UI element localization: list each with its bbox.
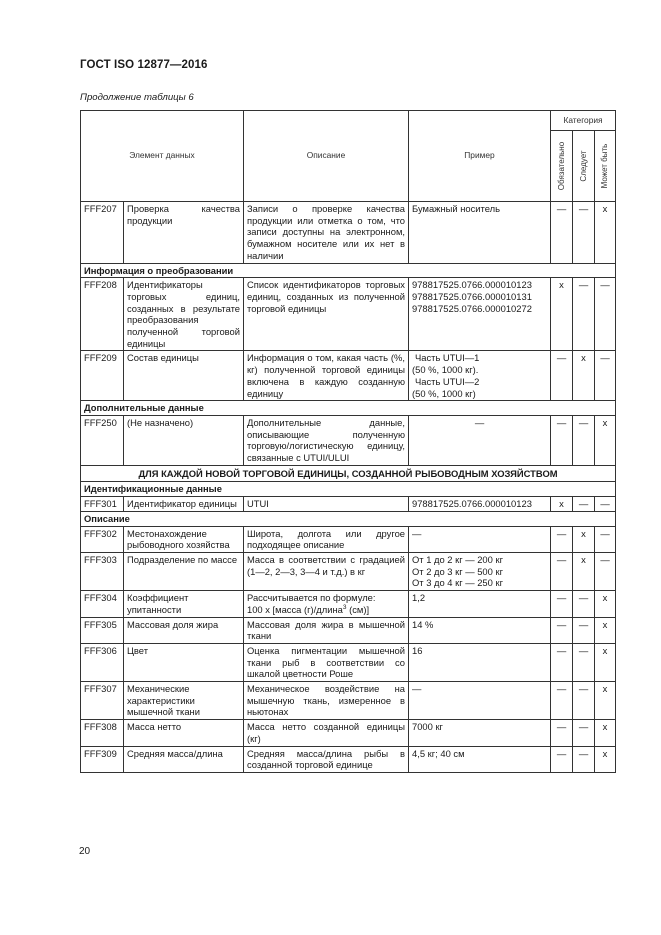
- row-example: Бумажный носитель: [409, 202, 551, 264]
- group-title: ДЛЯ КАЖДОЙ НОВОЙ ТОРГОВОЙ ЕДИНИЦЫ, СОЗДАННОЙ РЫБОВОДНЫМ ХОЗЯЙСТВОМ: [81, 465, 616, 482]
- row-name: Местонахождение рыбоводного хозяйства: [124, 526, 244, 552]
- row-description: [244, 591, 409, 617]
- col-header-element: Элемент данных: [81, 111, 244, 202]
- col-header-mandatory: Обязательно: [551, 131, 573, 202]
- row-example: [409, 278, 551, 351]
- row-example: —: [409, 415, 551, 465]
- col-header-should: Следует: [573, 131, 595, 202]
- row-example: 4,5 кг; 40 см: [409, 746, 551, 772]
- row-example: 7000 кг: [409, 720, 551, 746]
- table-row: [81, 746, 616, 772]
- row-example: 1,2: [409, 591, 551, 617]
- row-code: FFF308: [81, 720, 124, 746]
- table-row: [81, 526, 616, 552]
- row-name: Идентификаторы торговых единиц, созданных в результате преобразования полученной торговой единицы: [124, 278, 244, 351]
- example-line: (50 %, 1000 кг): [412, 387, 476, 399]
- row-code: FFF301: [81, 497, 124, 512]
- row-description: Масса в соответствии с градацией (1—2, 2—3, 3—4 и т.д.) в кг: [244, 552, 409, 590]
- row-name: Механические характеристики мышечной ткани: [124, 682, 244, 720]
- row-should: —: [573, 591, 595, 617]
- row-name: Подразделение по массе: [124, 552, 244, 590]
- row-mandatory: —: [551, 682, 573, 720]
- row-code: FFF209: [81, 351, 124, 401]
- row-may: x: [595, 617, 616, 643]
- row-example: —: [409, 526, 551, 552]
- row-description: Дополнительные данные, описывающие полученную торговую/логистическую единицу, связанные с UTUI/ULUI: [244, 415, 409, 465]
- row-name: Проверка качества продукции: [124, 202, 244, 264]
- row-mandatory: —: [551, 746, 573, 772]
- example-line: От 3 до 4 кг — 250 кг: [412, 577, 503, 589]
- row-name: Массовая доля жира: [124, 617, 244, 643]
- row-name: Средняя масса/длина: [124, 746, 244, 772]
- row-name: Коэффициент упитанности: [124, 591, 244, 617]
- row-description: Масса нетто созданной единицы (кг): [244, 720, 409, 746]
- section-title: Идентификационные данные: [81, 482, 616, 497]
- document-header: ГОСТ ISO 12877—2016: [80, 59, 208, 71]
- table-row: [81, 643, 616, 681]
- row-may: x: [595, 202, 616, 264]
- row-example: 16: [409, 643, 551, 681]
- data-elements-table: [80, 110, 616, 773]
- row-description: Широта, долгота или другое подходящее описание: [244, 526, 409, 552]
- row-name: Состав единицы: [124, 351, 244, 401]
- row-name: Масса нетто: [124, 720, 244, 746]
- row-may: x: [595, 720, 616, 746]
- section-row: [81, 482, 616, 497]
- col-header-category: Категория: [551, 111, 616, 131]
- row-code: FFF305: [81, 617, 124, 643]
- row-code: FFF309: [81, 746, 124, 772]
- row-code: FFF304: [81, 591, 124, 617]
- row-should: —: [573, 497, 595, 512]
- row-should: x: [573, 552, 595, 590]
- row-should: x: [573, 351, 595, 401]
- row-mandatory: —: [551, 552, 573, 590]
- row-may: —: [595, 278, 616, 351]
- table-row: [81, 682, 616, 720]
- section-row: [81, 263, 616, 278]
- row-code: FFF208: [81, 278, 124, 351]
- row-may: x: [595, 415, 616, 465]
- table-row: [81, 351, 616, 401]
- row-should: x: [573, 526, 595, 552]
- row-code: FFF307: [81, 682, 124, 720]
- row-mandatory: —: [551, 643, 573, 681]
- row-mandatory: —: [551, 202, 573, 264]
- row-may: —: [595, 552, 616, 590]
- row-description: Средняя масса/длина рыбы в созданной торговой единице: [244, 746, 409, 772]
- row-description: Записи о проверке качества продукции или отметка о том, что записи доступны на электронном, бумажном носителе или их нет в наличии: [244, 202, 409, 264]
- table-row: [81, 202, 616, 264]
- row-description: UTUI: [244, 497, 409, 512]
- row-should: —: [573, 746, 595, 772]
- formula-caption: Рассчитывается по формуле:: [247, 592, 376, 604]
- formula: 100 x [масса (г)/длина$^3$ (см)]: [247, 603, 370, 615]
- section-row: [81, 511, 616, 526]
- row-may: —: [595, 351, 616, 401]
- row-mandatory: —: [551, 526, 573, 552]
- row-description: Оценка пигментации мышечной ткани рыб в соответствии со шкалой цветности Роше: [244, 643, 409, 681]
- table-row: [81, 617, 616, 643]
- row-may: x: [595, 746, 616, 772]
- row-mandatory: —: [551, 351, 573, 401]
- row-name: Цвет: [124, 643, 244, 681]
- table-header-row: [81, 111, 616, 131]
- row-mandatory: x: [551, 497, 573, 512]
- example-line: От 1 до 2 кг — 200 кг: [412, 553, 503, 565]
- row-description: Информация о том, какая часть (%, кг) полученной торговой единицы включена в каждую созданную единицу: [244, 351, 409, 401]
- row-description: Механическое воздействие на мышечную ткань, измеренное в ньютонах: [244, 682, 409, 720]
- row-may: x: [595, 591, 616, 617]
- row-example: [409, 552, 551, 590]
- example-line: 978817525.0766.000010131: [412, 290, 532, 302]
- row-description: Список идентификаторов торговых единиц, созданных из полученной торговой единицы: [244, 278, 409, 351]
- table-continuation-label: Продолжение таблицы 6: [80, 92, 194, 103]
- example-line: Часть UTUI—1: [415, 352, 480, 364]
- section-row: [81, 401, 616, 416]
- row-code: FFF302: [81, 526, 124, 552]
- row-should: —: [573, 643, 595, 681]
- row-mandatory: x: [551, 278, 573, 351]
- row-mandatory: —: [551, 720, 573, 746]
- table-row: [81, 720, 616, 746]
- row-name: (Не назначено): [124, 415, 244, 465]
- section-title: Дополнительные данные: [81, 401, 616, 416]
- row-example: —: [409, 682, 551, 720]
- table-row: [81, 415, 616, 465]
- row-example: 14 %: [409, 617, 551, 643]
- row-example: 978817525.0766.000010123: [409, 497, 551, 512]
- row-code: FFF250: [81, 415, 124, 465]
- col-header-example: Пример: [409, 111, 551, 202]
- table-row: [81, 497, 616, 512]
- example-line: 978817525.0766.000010123: [412, 279, 532, 291]
- row-example: [409, 351, 551, 401]
- row-may: x: [595, 643, 616, 681]
- row-name: Идентификатор единицы: [124, 497, 244, 512]
- row-may: x: [595, 682, 616, 720]
- row-description: Массовая доля жира в мышечной ткани: [244, 617, 409, 643]
- group-header-row: [81, 465, 616, 482]
- row-code: FFF303: [81, 552, 124, 590]
- row-may: —: [595, 526, 616, 552]
- row-should: —: [573, 202, 595, 264]
- row-may: —: [595, 497, 616, 512]
- section-title: Описание: [81, 511, 616, 526]
- example-line: От 2 до 3 кг — 500 кг: [412, 565, 503, 577]
- table-row: [81, 591, 616, 617]
- col-header-may: Может быть: [595, 131, 616, 202]
- table-row: [81, 278, 616, 351]
- row-mandatory: —: [551, 415, 573, 465]
- example-line: 978817525.0766.000010272: [412, 302, 532, 314]
- example-line: Часть UTUI—2: [415, 375, 480, 387]
- row-code: FFF207: [81, 202, 124, 264]
- row-should: —: [573, 617, 595, 643]
- row-mandatory: —: [551, 591, 573, 617]
- col-header-description: Описание: [244, 111, 409, 202]
- row-should: —: [573, 415, 595, 465]
- example-line: (50 %, 1000 кг).: [412, 364, 479, 376]
- page-number: 20: [79, 846, 91, 857]
- row-should: —: [573, 682, 595, 720]
- row-should: —: [573, 720, 595, 746]
- table-row: [81, 552, 616, 590]
- row-should: —: [573, 278, 595, 351]
- row-mandatory: —: [551, 617, 573, 643]
- row-code: FFF306: [81, 643, 124, 681]
- section-title: Информация о преобразовании: [81, 263, 616, 278]
